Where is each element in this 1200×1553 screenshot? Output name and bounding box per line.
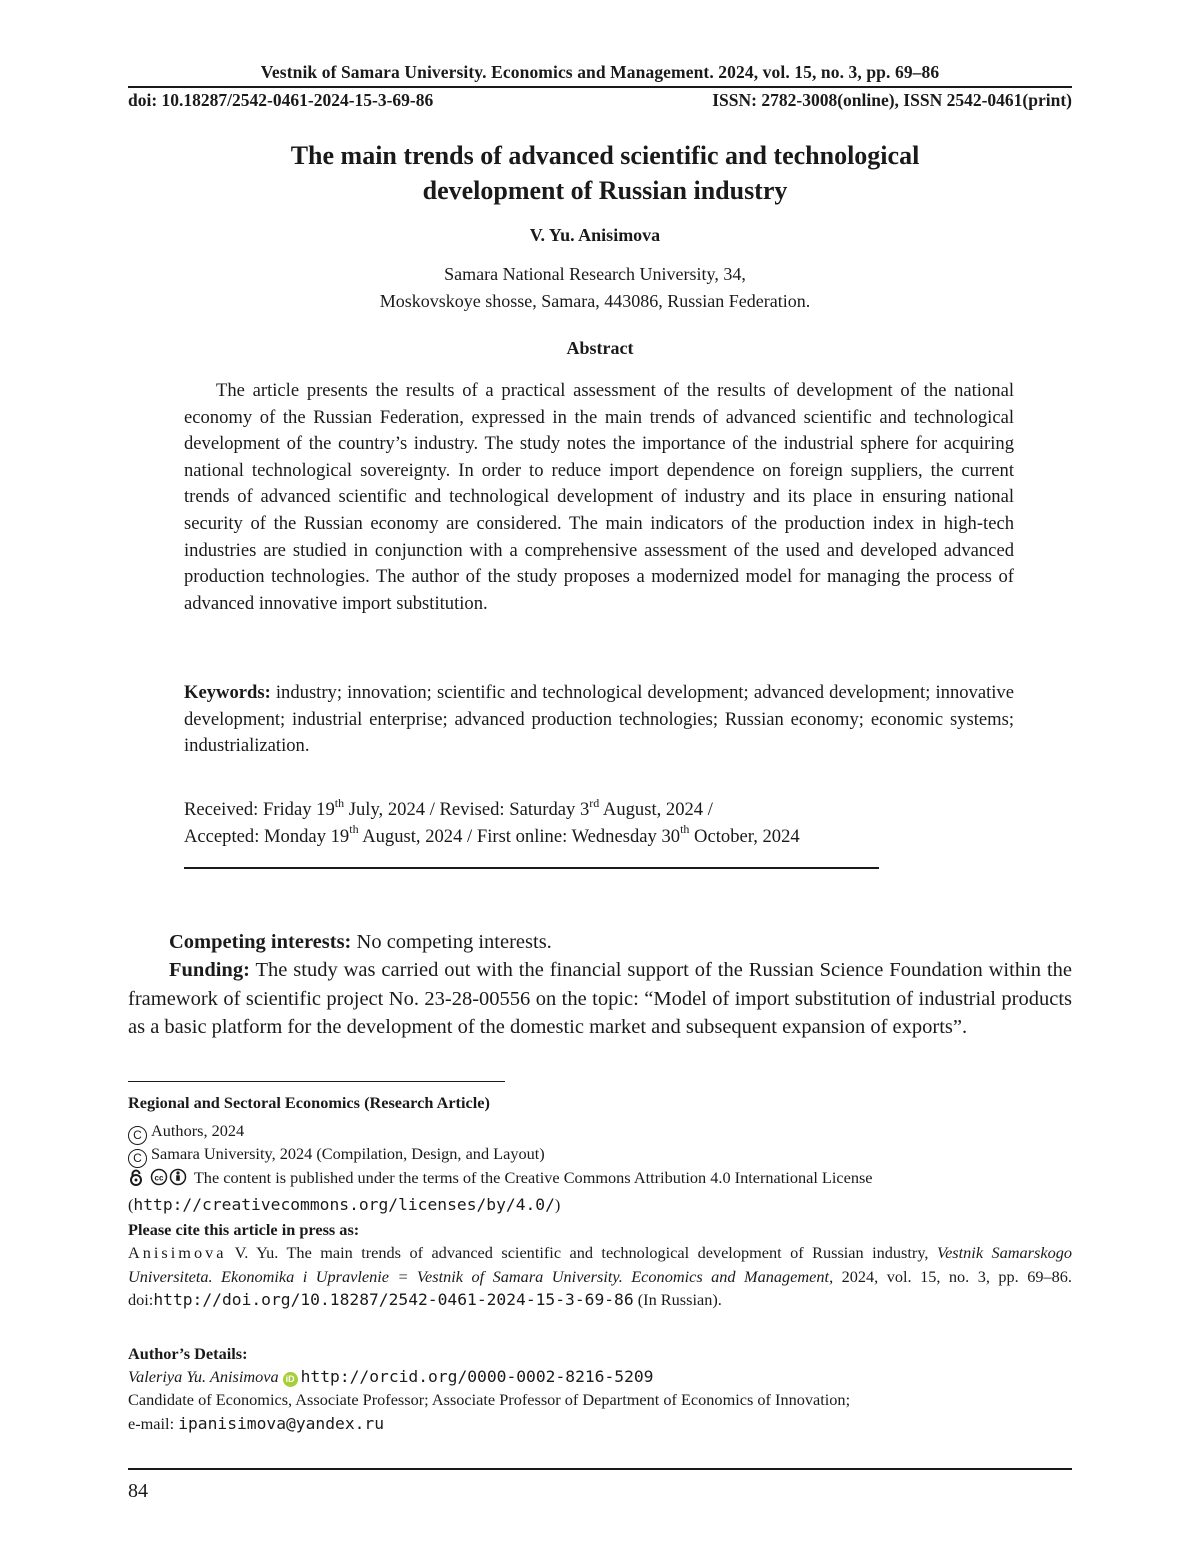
- dates-divider: [184, 867, 879, 869]
- copyright-icon: C: [128, 1126, 147, 1145]
- cite-heading: Please cite this article in press as:: [128, 1220, 360, 1239]
- article-dates: [184, 797, 1014, 850]
- abstract-heading: Abstract: [566, 338, 634, 358]
- affiliation-line-1: Samara National Research University, 34,: [444, 264, 746, 284]
- received-sup: th: [334, 795, 345, 810]
- competing-interests: [128, 928, 1072, 957]
- license-text: The content is published under the terms of the Creative Commons Attribution 4.0 International License: [190, 1168, 873, 1187]
- funding-text: The study was carried out with the financial support of the Russian Science Foundation within the framework of scientific project No. 23-28-00556 on the topic: “Model of import substitution of industrial products as a basic platform for the development of the domestic market and subsequent expansion of exports”.: [128, 959, 1072, 1038]
- revised-sup: rd: [589, 795, 600, 810]
- copyright-university-text: Samara University, 2024 (Compilation, Design, and Layout): [151, 1144, 545, 1163]
- cite-details: , 2024, vol. 15, no. 3, pp. 69–86. doi:: [128, 1266, 1072, 1309]
- dates-line-1: [184, 797, 1014, 824]
- journal-issn: ISSN: 2782-3008(online), ISSN 2542-0461(print): [712, 90, 1072, 110]
- author-details-heading: Author’s Details:: [128, 1344, 248, 1363]
- revised-date-rest: August, 2024 /: [599, 799, 713, 820]
- keywords: [184, 680, 1014, 760]
- accepted-date: Accepted: Monday 19: [184, 825, 350, 847]
- author-email: [128, 1412, 384, 1436]
- footnote-divider: [128, 1081, 505, 1082]
- author-position: Candidate of Economics, Associate Professor; Associate Professor of Department of Economics of Innovation;: [128, 1390, 851, 1409]
- funding-statement: [128, 956, 1072, 1042]
- email-label: e-mail:: [128, 1414, 179, 1433]
- author-affiliation: [180, 261, 1010, 315]
- page-number: 84: [128, 1480, 148, 1502]
- orcid-link[interactable]: http://orcid.org/0000-0002-8216-5209: [300, 1367, 654, 1386]
- copyright-authors-text: Authors, 2024: [151, 1121, 245, 1140]
- cite-author: Anisimova: [128, 1243, 227, 1262]
- title-line-1: The main trends of advanced scientific and technological: [290, 141, 920, 170]
- email-link[interactable]: ipanisimova@yandex.ru: [178, 1414, 385, 1433]
- cite-initials: V. Yu.: [226, 1243, 287, 1262]
- cite-title: The main trends of advanced scientific and technological development of Russian industry,: [286, 1243, 929, 1262]
- affiliation-line-2: Moskovskoye shosse, Samara, 443086, Russian Federation.: [379, 291, 811, 311]
- keywords-label: Keywords:: [184, 682, 271, 703]
- keywords-text: industry; innovation; scientific and technological development; advanced development; innovative development; industrial enterprise; advanced production technologies; Russian economy; economic systems; industrialization.: [184, 682, 1014, 757]
- online-date-rest: October, 2024: [689, 825, 800, 847]
- funding-label: Funding:: [169, 959, 250, 981]
- copyright-university: [128, 1142, 545, 1168]
- article-section: Regional and Sectoral Economics (Research Article): [128, 1093, 490, 1112]
- author-name: V. Yu. Anisimova: [529, 225, 661, 245]
- cite-journal: Vestnik Samarskogo Universiteta. Ekonomika i Upravlenie = Vestnik of Samara University. Economics and Management: [128, 1243, 1072, 1286]
- author-details-name: [128, 1365, 654, 1389]
- cc-by-icon: [150, 1168, 188, 1193]
- orcid-icon: iD: [283, 1372, 298, 1387]
- page-bottom-divider: [128, 1468, 1072, 1470]
- competing-text: No competing interests.: [351, 931, 552, 953]
- title-line-2: development of Russian industry: [422, 176, 788, 205]
- online-sup: th: [680, 822, 690, 837]
- online-date: August, 2024 / First online: Wednesday 30: [358, 825, 681, 847]
- article-doi[interactable]: doi: 10.18287/2542-0461-2024-15-3-69-86: [128, 90, 434, 110]
- article-title: [180, 138, 1030, 208]
- open-access-icon: [128, 1169, 144, 1193]
- cite-language: (In Russian).: [637, 1290, 722, 1309]
- cite-doi-link[interactable]: http://doi.org/10.18287/2542-0461-2024-15-3-69-86: [153, 1290, 634, 1309]
- citation: [128, 1241, 1072, 1312]
- accepted-sup: th: [349, 822, 359, 837]
- abstract-text: The article presents the results of a practical assessment of the results of development of the national economy of the Russian Federation, expressed in the main trends of advanced scientific and technological development of the country’s industry. The study notes the importance of the industrial sphere for acquiring national technological sovereignty. In order to reduce import dependence on foreign suppliers, the current trends of advanced scientific and technological development of industry and its place in ensuring national security of the Russian economy are considered. The main indicators of the production index in high-tech industries are studied in conjunction with a comprehensive assessment of the used and developed advanced production technologies. The author of the study proposes a modernized model for managing the process of advanced innovative import substitution.: [184, 380, 1014, 614]
- received-date: Received: Friday 19: [184, 799, 335, 820]
- competing-label: Competing interests:: [169, 931, 352, 953]
- license-link[interactable]: http://creativecommons.org/licenses/by/4.0/: [133, 1194, 555, 1214]
- journal-header: Vestnik of Samara University. Economics and Management. 2024, vol. 15, no. 3, pp. 69–86: [128, 62, 1072, 88]
- svg-text:cc: cc: [154, 1173, 164, 1183]
- license-statement: cc The content is published under the terms of the Creative Commons Attribution 4.0 International License (http://creativecommons.org/licenses/by/4.0/): [128, 1168, 873, 1214]
- revised-date: July, 2024 / Revised: Saturday 3: [344, 799, 590, 820]
- author-full-name: Valeriya Yu. Anisimova: [128, 1367, 279, 1386]
- copyright-icon: C: [128, 1149, 147, 1168]
- dates-line-2: [184, 824, 1014, 851]
- doi-issn-line: [128, 90, 1072, 114]
